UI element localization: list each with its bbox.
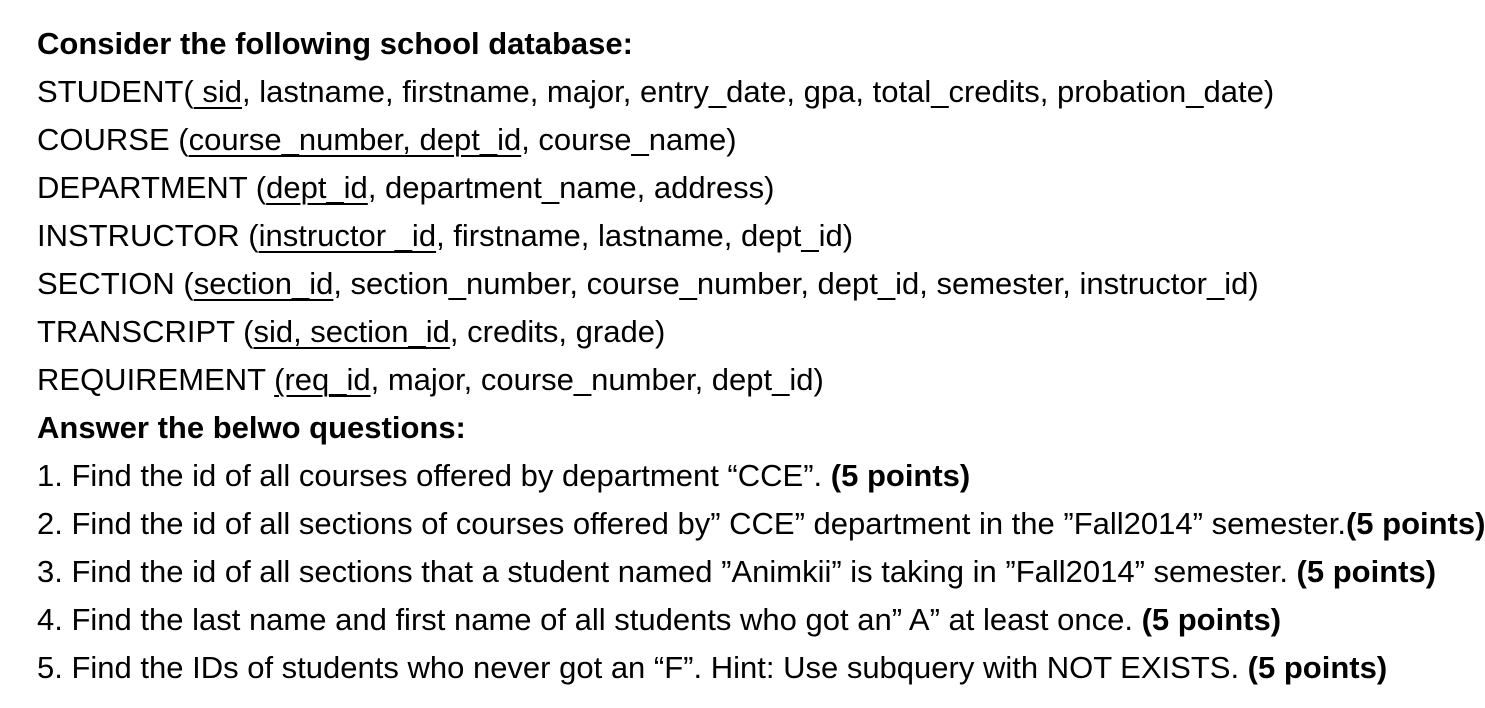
document: [37, 20, 1485, 692]
table-name: REQUIREMENT: [37, 362, 275, 397]
schema-course: [37, 116, 1404, 164]
schema-transcript: [37, 308, 1404, 356]
table-attributes: , major, course_number, dept_id): [370, 362, 824, 397]
question-text: 5. Find the IDs of students who never got an “F”. Hint: Use subquery with NOT EXISTS.: [37, 650, 1248, 685]
table-attributes: , section_number, course_number, dept_id, semester, instructor_id): [333, 266, 1259, 301]
primary-key: instructor _id: [258, 218, 437, 253]
question-3: [37, 548, 1437, 596]
primary-key: course_number, dept_id: [188, 122, 522, 157]
primary-key: (req_id: [274, 362, 371, 397]
schema-instructor: [37, 212, 1404, 260]
table-name: SECTION (: [37, 266, 194, 301]
question-1: [37, 452, 1404, 500]
primary-key: sid: [193, 74, 242, 109]
table-name: STUDENT(: [37, 74, 194, 109]
table-name: DEPARTMENT (: [37, 170, 267, 205]
table-attributes: , firstname, lastname, dept_id): [436, 218, 854, 253]
question-text: 3. Find the id of all sections that a student named ”Animkii” is taking in ”Fall2014” semester.: [37, 554, 1297, 589]
table-attributes: , lastname, firstname, major, entry_date, gpa, total_credits, probation_date): [241, 74, 1275, 109]
table-attributes: , credits, grade): [449, 314, 666, 349]
table-name: COURSE (: [37, 122, 189, 157]
schema-section: [37, 260, 1404, 308]
table-attributes: , department_name, address): [367, 170, 775, 205]
question-points: (5 points): [1345, 506, 1485, 541]
question-2: [37, 500, 1485, 548]
primary-key: dept_id: [266, 170, 368, 205]
primary-key: sid, section_id: [253, 314, 450, 349]
question-5: [37, 644, 1404, 692]
question-4: [37, 596, 1404, 644]
primary-key: section_id: [193, 266, 334, 301]
intro-heading: Consider the following school database:: [37, 26, 633, 61]
question-text: 1. Find the id of all courses offered by department “CCE”.: [37, 458, 831, 493]
question-text: 4. Find the last name and first name of all students who got an” A” at least once.: [37, 602, 1142, 637]
table-name: INSTRUCTOR (: [37, 218, 259, 253]
question-points: (5 points): [830, 458, 971, 493]
schema-department: [37, 164, 1404, 212]
schema-requirement: [37, 356, 1404, 404]
question-points: (5 points): [1247, 650, 1388, 685]
table-attributes: , course_name): [521, 122, 737, 157]
table-name: TRANSCRIPT (: [37, 314, 254, 349]
questions-heading: Answer the belwo questions:: [37, 410, 466, 445]
question-points: (5 points): [1296, 554, 1437, 589]
question-points: (5 points): [1141, 602, 1282, 637]
schema-student: [37, 68, 1404, 116]
question-text: 2. Find the id of all sections of courses offered by” CCE” department in the ”Fall2014” semester.: [37, 506, 1346, 541]
